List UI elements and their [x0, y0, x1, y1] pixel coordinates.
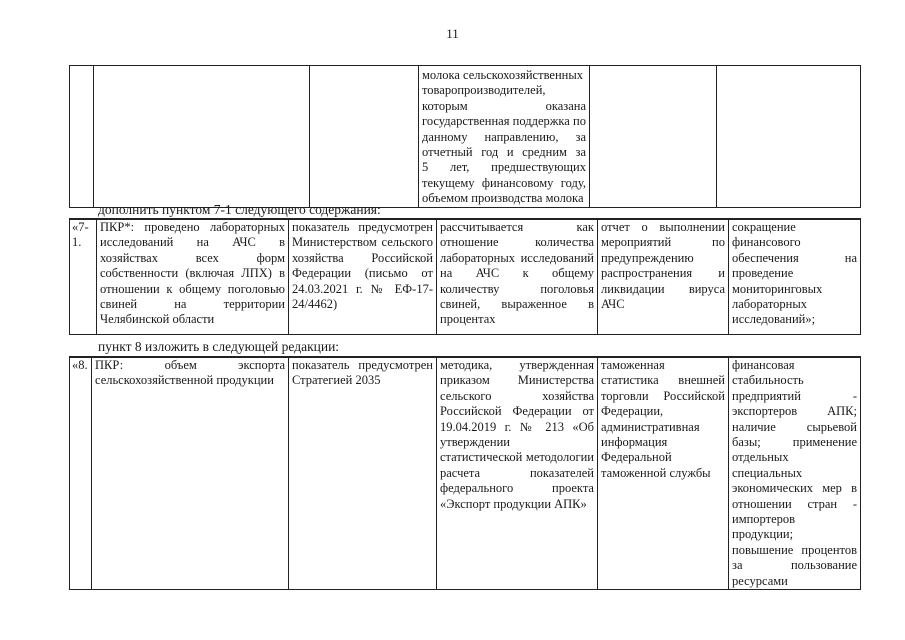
table-row: [70, 66, 861, 208]
text-line: товаропроизводителей,: [422, 83, 546, 98]
cell-basis: [310, 66, 419, 208]
cell-indicator: [94, 66, 310, 208]
table-row: [70, 357, 861, 590]
text-line: текущему финансовому году,: [422, 175, 586, 190]
cell-factors: [717, 66, 861, 208]
cell-indicator: ПКР: объем экспорта сельскохозяйственной продукции: [92, 357, 289, 590]
text-line: молока сельскохозяйственных: [422, 68, 583, 82]
table-row-7-1: [69, 218, 861, 335]
cell-source: [590, 66, 717, 208]
intro-8: пункт 8 изложить в следующей редакции:: [98, 339, 340, 354]
text-line: которым оказана: [422, 98, 586, 113]
text-line: государственная поддержка по: [422, 114, 586, 129]
cell-factors: сокращение финансового обеспечения на проведение мониторинговых лабораторных исследований»;: [729, 219, 861, 334]
text-line: отчетный год и средним за: [422, 145, 586, 160]
text-line: данному направлению, за: [422, 129, 586, 144]
cell-indicator: ПКР*: проведено лабораторных исследований на АЧС в хозяйствах всех форм собственности (включая ЛПХ) в отношении к общему поголовью свиней на территории Челябинской области: [97, 219, 289, 334]
cell-basis: показатель предусмотрен Министерством сельского хозяйства Российской Федерации (письмо от 24.03.2021 г. № ЕФ-17-24/4462): [289, 219, 437, 334]
cell-method: [419, 66, 590, 208]
row-number: «7-1.: [70, 219, 97, 334]
cell-source: отчет о выполнении мероприятий по предупреждению распространения и ликвидации вируса АЧС: [598, 219, 729, 334]
cell-num: [70, 66, 94, 208]
table-row-8: [69, 356, 861, 590]
table-continued: [69, 65, 861, 208]
cell-factors: финансовая стабильность предприятий - экспортеров АПК; наличие сырьевой базы; применение отдельных специальных экономических мер в отношении стран - импортеров продукции; повышение процентов за пользование ресурсами: [729, 357, 861, 590]
cell-method: методика, утвержденная приказом Министерства сельского хозяйства Российской Федерации от 19.04.2019 г. № 213 «Об утверждении статистической методологии расчета показателей федерального проекта «Экспорт продукции АПК»: [437, 357, 598, 590]
text-line: 5 лет, предшествующих: [422, 160, 586, 175]
table-row: [70, 219, 861, 334]
cell-source: таможенная статистика внешней торговли Российской Федерации, административная информация Федеральной таможенной службы: [598, 357, 729, 590]
page-number: 11: [446, 26, 459, 41]
row-number: «8.: [70, 357, 92, 590]
cell-method: рассчитывается как отношение количества лабораторных исследований на АЧС к общему количеству поголовья свиней, выраженное в процентах: [437, 219, 598, 334]
text-line: объемом производства молока: [422, 191, 584, 206]
intro-7-1: дополнить пунктом 7-1 следующего содержания:: [98, 202, 381, 217]
cell-basis: показатель предусмотрен Стратегией 2035: [289, 357, 437, 590]
